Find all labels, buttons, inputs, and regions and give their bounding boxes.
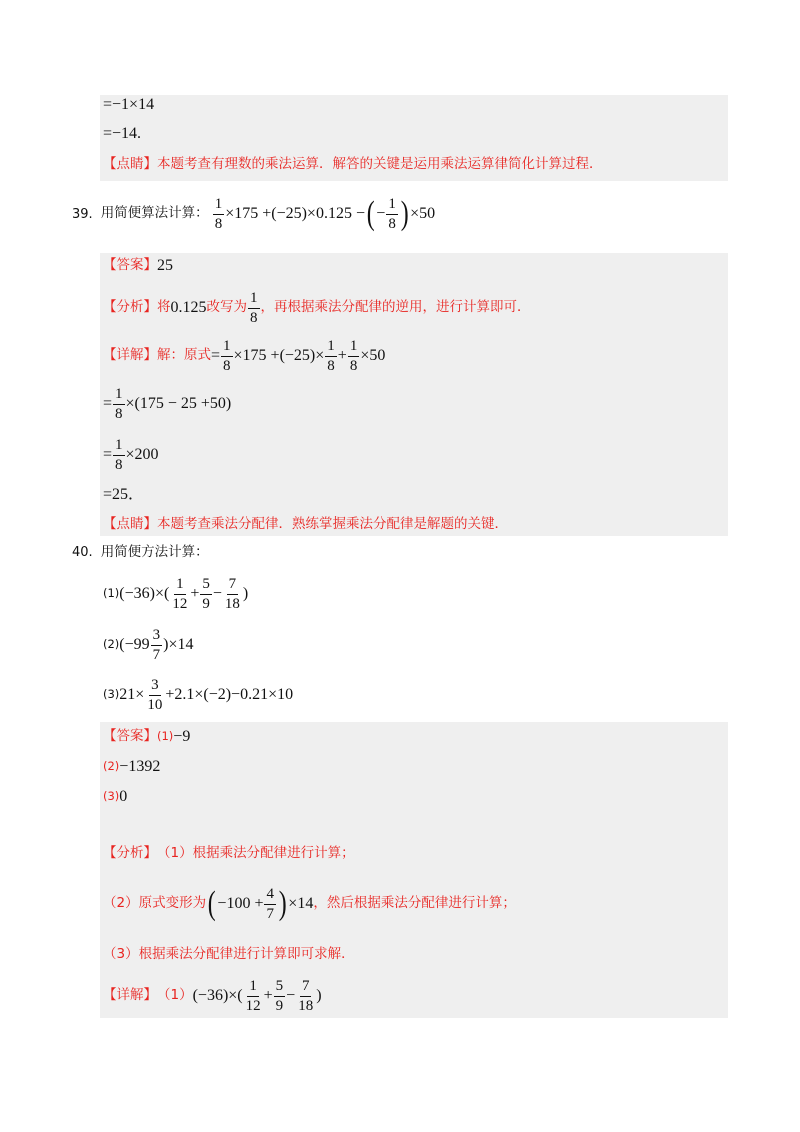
q40-question (72, 546, 209, 560)
question-prompt: 用简便方法计算： (100, 544, 209, 560)
note-text: 本题考查乘法分配律．熟练掌握乘法分配律是解题的关键． (157, 516, 508, 532)
q40-analysis-2: （2）原式变形为 ( −100 + $\frac{4}{7}$ ) ×14 ，然后根据乘法分配律进行计算； (103, 885, 516, 922)
q39-detail: 【详解】 解：原式 = $\frac{1}{8}$ ×175 +(−25)× $\frac{1}{8}$ + $\frac{1}{8}$ ×50 (103, 337, 386, 374)
question-prompt: 用简便算法计算： (100, 205, 209, 222)
fraction: $\frac{4}{7}$ (266, 885, 274, 922)
q40-detail: 【详解】 （1） (−36)×( $\frac{1}{12}$ + $\frac{5}{9}$ − $\frac{7}{18}$ ) (103, 977, 322, 1014)
fraction: $\frac{1}{8}$ (115, 385, 123, 422)
fraction: $\frac{3}{10}$ (147, 676, 163, 713)
prev-note (103, 158, 603, 172)
answer-value: 25 (157, 257, 173, 274)
big-paren-left: ( (207, 885, 216, 922)
prev-step-2: =−14. (103, 125, 142, 142)
answer-tag: 【答案】 (103, 728, 157, 745)
fraction: $\frac{5}{9}$ (275, 977, 284, 1014)
q40-part-3: (3) 21× $\frac{3}{10}$ +2.1×(−2)−0.21×10 (103, 676, 294, 713)
q40-part-2: (2) (−99 $\frac{3}{7}$ )×14 (103, 626, 194, 663)
detail-tag: 【详解】 (103, 987, 157, 1004)
note-text: 本题考查有理数的乘法运算．解答的关键是运用乘法运算律简化计算过程． (157, 156, 603, 172)
note-tag: 【点睛】 (103, 156, 157, 172)
fraction: $\frac{3}{7}$ (152, 626, 161, 663)
question-number: 40. (72, 545, 93, 561)
part-label: (1) (103, 586, 120, 601)
q40-answer-3: (3) 0 (103, 788, 128, 805)
q39-step-2: = $\frac{1}{8}$ ×(175 − 25 +50) (103, 385, 232, 422)
q40-answer-1: 【答案】 (1) −9 (103, 728, 191, 745)
fraction: $\frac{1}{12}$ (172, 575, 188, 612)
q40-analysis-3: （3）根据乘法分配律进行计算即可求解． (103, 946, 355, 962)
fraction: $\frac{7}{18}$ (298, 977, 314, 1014)
part-label: (3) (103, 687, 120, 702)
fraction: $\frac{1}{12}$ (245, 977, 261, 1014)
fraction: $\frac{1}{8}$ (388, 195, 396, 232)
analysis-tag: 【分析】 (103, 845, 157, 861)
expr-middle: ×175 +(−25)×0.125 − (225, 205, 365, 222)
fraction: $\frac{1}{8}$ (327, 337, 335, 374)
fraction: $\frac{1}{8}$ (349, 337, 358, 374)
big-paren-left: ( (366, 195, 375, 232)
fraction: $\frac{1}{8}$ (250, 289, 258, 326)
fraction: $\frac{1}{8}$ (214, 195, 223, 232)
fraction: $\frac{5}{9}$ (202, 575, 210, 612)
note-tag: 【点睛】 (103, 516, 157, 532)
detail-tag: 【详解】 (103, 347, 157, 364)
big-paren-right: ) (400, 195, 409, 232)
q40-part-1: (1) (−36)×( $\frac{1}{12}$ + $\frac{5}{9}$ − $\frac{7}{18}$ ) (103, 575, 249, 612)
q39-step-3: = $\frac{1}{8}$ ×200 (103, 436, 159, 473)
q40-solution-block (100, 722, 728, 1018)
q39-answer (103, 258, 173, 274)
q39-step-4: =25． (103, 486, 145, 503)
fraction: $\frac{7}{18}$ (224, 575, 240, 612)
part-label: (2) (103, 637, 120, 652)
answer-tag: 【答案】 (103, 257, 157, 274)
fraction: $\frac{1}{8}$ (115, 436, 123, 473)
analysis-tag: 【分析】 (103, 299, 157, 316)
q39-question: 39. 用简便算法计算： $\frac{1}{8}$ ×175 +(−25)×0.125 − ( − $\frac{1}{8}$ ) ×50 (72, 195, 436, 232)
prev-step-1: =−1×14 (103, 96, 155, 113)
q40-analysis-1: 【分析】 （1）根据乘法分配律进行计算； (103, 845, 355, 861)
fraction: $\frac{1}{8}$ (223, 337, 231, 374)
q39-note (103, 518, 508, 532)
big-paren-right: ) (278, 885, 287, 922)
question-number: 39. (72, 206, 93, 222)
q39-analysis: 【分析】 将 0.125 改写为 $\frac{1}{8}$ ，再根据乘法分配律的逆用，进行计算即可． (103, 289, 531, 326)
q40-answer-2: (2) −1392 (103, 758, 161, 775)
